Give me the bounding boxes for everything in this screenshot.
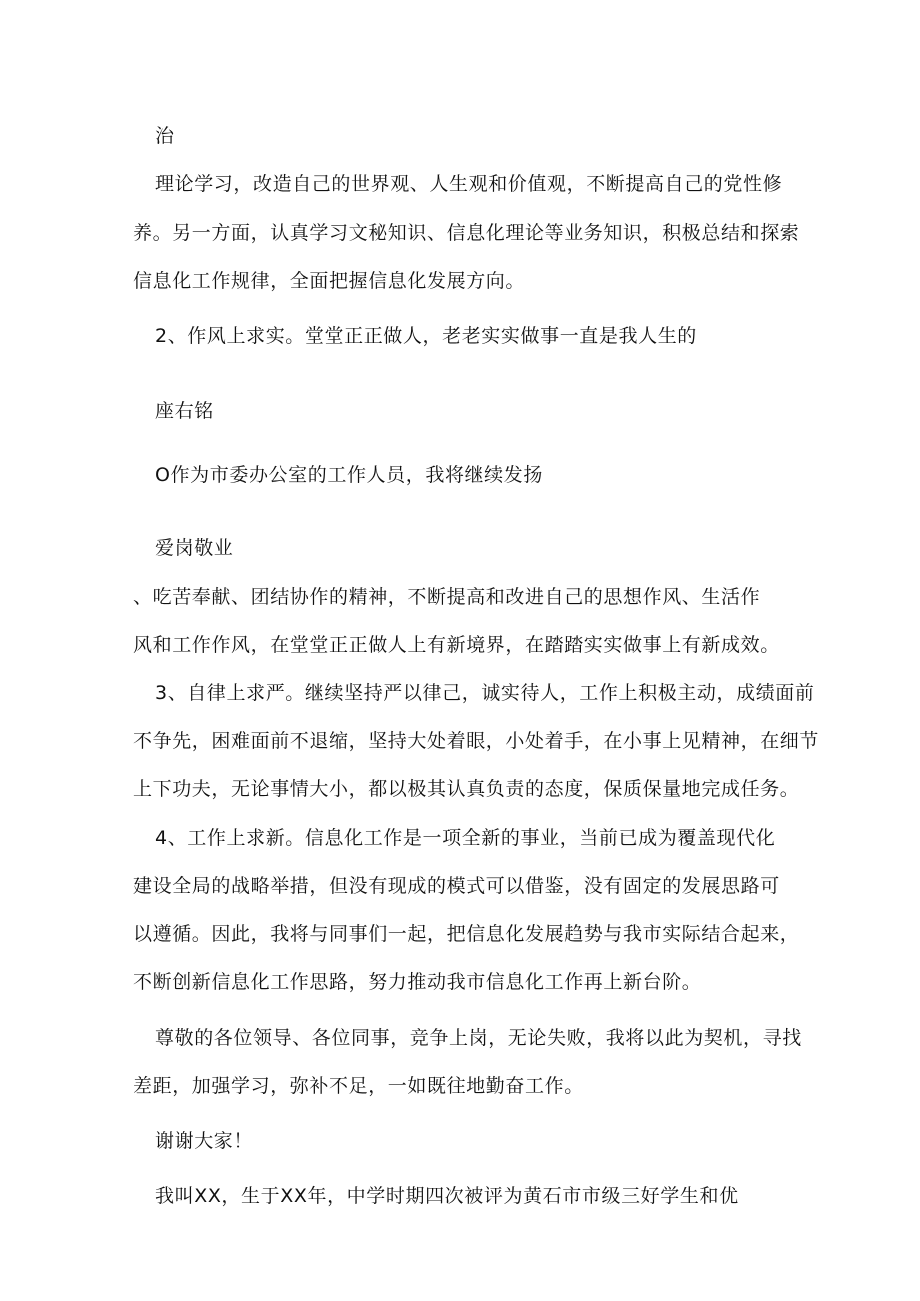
- text-line: 差距，加强学习，弥补不足，一如既往地勤奋工作。: [133, 1075, 584, 1097]
- text-line: 不争先，困难面前不退缩，坚持大处着眼，小处着手，在小事上见精神，在细节: [133, 730, 820, 752]
- text-line: 谢谢大家！: [155, 1130, 254, 1152]
- text-line: 不断创新信息化工作思路，努力推动我市信息化工作再上新台阶。: [133, 971, 702, 993]
- text-line: 以遵循。因此，我将与同事们一起，把信息化发展趋势与我市实际结合起来，: [133, 923, 800, 945]
- text-line: 尊敬的各位领导、各位同事，竞争上岗，无论失败，我将以此为契机，寻找: [155, 1027, 802, 1049]
- text-line: 信息化工作规律，全面把握信息化发展方向。: [133, 270, 526, 292]
- text-line: 养。另一方面，认真学习文秘知识、信息化理论等业务知识，积极总结和探索: [133, 222, 800, 244]
- text-line: 座右铭: [155, 400, 214, 422]
- text-line: 风和工作作风，在堂堂正正做人上有新境界，在踏踏实实做事上有新成效。: [133, 634, 780, 656]
- text-line: 3、自律上求严。继续坚持严以律己，诚实待人，工作上积极主动，成绩面前: [155, 682, 815, 704]
- text-line: 4、工作上求新。信息化工作是一项全新的事业，当前已成为覆盖现代化: [155, 827, 776, 849]
- text-line: 爱岗敬业: [155, 537, 234, 559]
- text-line: 、吃苦奉献、团结协作的精神，不断提高和改进自己的思想作风、生活作: [133, 586, 761, 608]
- text-line: 2、作风上求实。堂堂正正做人，老老实实做事一直是我人生的: [155, 325, 697, 347]
- text-line: 理论学习，改造自己的世界观、人生观和价值观，不断提高自己的党性修: [155, 173, 783, 195]
- text-line: 我叫XX，生于XX年，中学时期四次被评为黄石市市级三好学生和优: [155, 1185, 739, 1207]
- text-line: 建设全局的战略举措，但没有现成的模式可以借鉴，没有固定的发展思路可: [133, 875, 780, 897]
- text-line: O作为市委办公室的工作人员，我将继续发扬: [155, 464, 543, 486]
- text-line: 治: [155, 125, 175, 147]
- text-line: 上下功夫，无论事情大小，都以极其认真负责的态度，保质保量地完成任务。: [133, 778, 800, 800]
